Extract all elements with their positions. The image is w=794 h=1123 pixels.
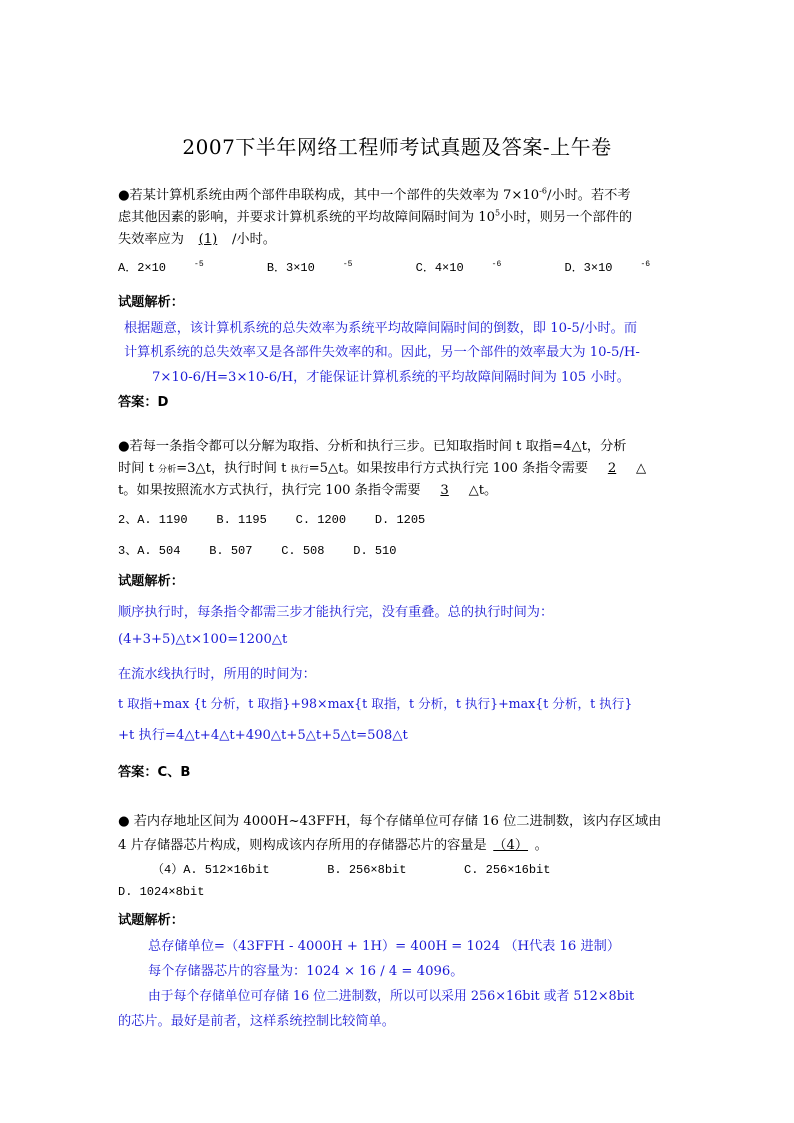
q1-option-a: A．2×10 $^{-5}$ [118,260,204,275]
q1-text: 失效率应为 [118,232,184,247]
q1-text: /小时。若不考 [546,188,631,203]
q1-exponent: -6 [539,186,547,196]
q1-analysis-line-2: 计算机系统的总失效率又是各部件失效率的和。因此，另一个部件的效率最大为 10-5/H- [124,345,640,360]
q2-options-3: 3、A. 504 B. 507 C. 508 D. 510 [118,544,397,558]
q1-option-c: C．4×10 $^{-6}$ [415,260,502,275]
q2-analysis-label: 试题解析： [118,574,184,589]
q3-analysis-line-3: 由于每个存储单位可存储 16 位二进制数，所以可以采用 256×16bit 或者 512×8bit [148,989,635,1004]
q2-answer-blank-2: 2 [607,461,617,476]
page-title: 2007下半年网络工程师考试真题及答案-上午卷 [182,135,612,159]
q3-analysis-line-1: 总存储单位=（43FFH - 4000H + 1H）= 400H = 1024 （H代表 16 进制） [148,939,621,954]
q2-text: △t。 [468,483,498,498]
q3-stem-line-2 [118,834,548,853]
q1-stem-line-3 [118,228,276,247]
q2-stem-line-2 [118,457,646,476]
q3-analysis-line-2: 每个存储器芯片的容量为：1024 × 16 / 4 = 4096。 [148,964,464,979]
q2-options-2: 2、A. 1190 B. 1195 C. 1200 D. 1205 [118,513,426,527]
q3-analysis-line-4: 的芯片。最好是前者，这样系统控制比较简单。 [118,1014,395,1029]
q2-answer: 答案：C、B [118,765,191,780]
q2-subscript: 执行 [290,465,309,475]
q3-text: 。 [534,838,548,853]
q1-option-d: D．3×10 $^{-6}$ [564,260,651,275]
q2-subscript: 分析 [158,465,177,475]
q1-analysis-line-1: 根据题意，该计算机系统的总失效率为系统平均故障间隔时间的倒数，即 10-5/小时。而 [124,321,638,336]
q2-stem-line-1: ●若每一条指令都可以分解为取指、分析和执行三步。已知取指时间 t 取指=4△t，分析 [118,439,627,454]
q1-stem-line-2 [118,206,632,225]
q1-answer-blank: (1) [198,232,218,247]
q2-text: =5△t。如果按串行方式执行完 100 条指令需要 [308,461,589,476]
q3-analysis-label: 试题解析： [118,913,184,928]
q3-options-line-2: D. 1024×8bit [118,885,205,899]
q1-analysis-line-3: 7×10-6/H=3×10-6/H，才能保证计算机系统的平均故障间隔时间为 105 小时。 [152,370,630,385]
q2-text: =3△t，执行时间 t [176,461,291,476]
q2-analysis-line-2: (4+3+5)△t×100=1200△t [118,632,288,647]
q2-analysis-line-1: 顺序执行时，每条指令都需三步才能执行完，没有重叠。总的执行时间为： [118,605,554,620]
q1-options [118,258,706,275]
q3-answer-blank: （4） [493,838,529,853]
q1-option-b: B．3×10 $^{-5}$ [266,260,353,275]
q1-text: ●若某计算机系统由两个部件串联构成，其中一个部件的失效率为 7×10 [118,188,540,203]
q2-text: △ [636,461,647,476]
q2-analysis-line-4: t 取指+max {t 分析，t 取指}+98×max{t 取指，t 分析，t 执行}+max{t 分析，t 执行} [118,696,633,711]
q1-answer: 答案：D [118,395,169,410]
q1-text: /小时。 [231,232,276,247]
q3-text: 4 片存储器芯片构成，则构成该内存所用的存储器芯片的容量是 [118,838,487,853]
q1-exponent: 5 [495,208,501,218]
q1-text: 虑其他因素的影响，并要求计算机系统的平均故障间隔时间为 10 [118,210,496,225]
q2-text: 时间 t [118,461,159,476]
q3-options-line-1: （4）A. 512×16bit B. 256×8bit C. 256×16bit [152,863,551,877]
q2-text: t。如果按照流水方式执行，执行完 100 条指令需要 [118,483,421,498]
q1-text: 小时，则另一个部件的 [500,210,633,225]
q2-analysis-line-3: 在流水线执行时，所用的时间为： [118,667,316,682]
q3-stem-line-1: ● 若内存地址区间为 4000H~43FFH，每个存储单位可存储 16 位二进制数，该内存区域由 [118,814,662,829]
q2-stem-line-3 [118,479,497,498]
q2-answer-blank-3: 3 [440,483,449,498]
q1-stem-line-1 [118,184,631,203]
q2-analysis-line-5: +t 执行=4△t+4△t+490△t+5△t+5△t=508△t [118,728,408,743]
q1-analysis-label: 试题解析： [118,295,184,310]
